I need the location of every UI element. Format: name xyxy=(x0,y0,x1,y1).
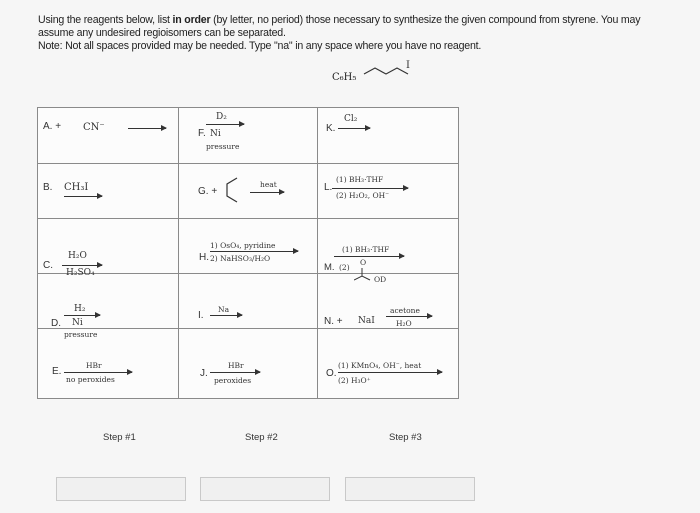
step-3-input[interactable] xyxy=(345,477,475,501)
zigzag-structure-icon xyxy=(328,60,428,90)
target-compound xyxy=(328,60,428,90)
step-2-label: Step #2 xyxy=(245,432,278,443)
step-3-label: Step #3 xyxy=(389,432,422,443)
reagent-table: A. + CN⁻ B. CH₃I C. H₂O H₂SO₄ D. H₂ Ni pressure E. HBr no peroxides D₂ F. Ni pressure G. + heat H. 1) OsO₄, pyridine 2) NaHSO₃/H₂O I. Na J. HBr peroxides K. Cl₂ L. (1) BH₃·THF (2) H₂O₂, OH⁻ (1) BH₃·THF M. (2) O OD N. + NaI acetone H₂O O. (1) KMnO₄, OH⁻, heat (2) H₃O⁺ xyxy=(37,107,459,399)
question-line-3: Note: Not all spaces provided may be needed. Type "na" in any space where you have no reagent. xyxy=(38,40,482,52)
question-line-1: Using the reagents below, list in order (by letter, no period) those necessary to synthesize the given compound from styrene. You may xyxy=(38,14,641,26)
question-line-2: assume any undesired regioisomers can be separated. xyxy=(38,27,286,39)
question-text xyxy=(38,14,698,53)
step-1-label: Step #1 xyxy=(103,432,136,443)
phenyl-label: C₆H₅ xyxy=(332,72,357,83)
step-1-input[interactable] xyxy=(56,477,186,501)
step-2-input[interactable] xyxy=(200,477,330,501)
diene-structure-icon xyxy=(221,176,243,204)
iodine-mark: I xyxy=(406,60,410,71)
